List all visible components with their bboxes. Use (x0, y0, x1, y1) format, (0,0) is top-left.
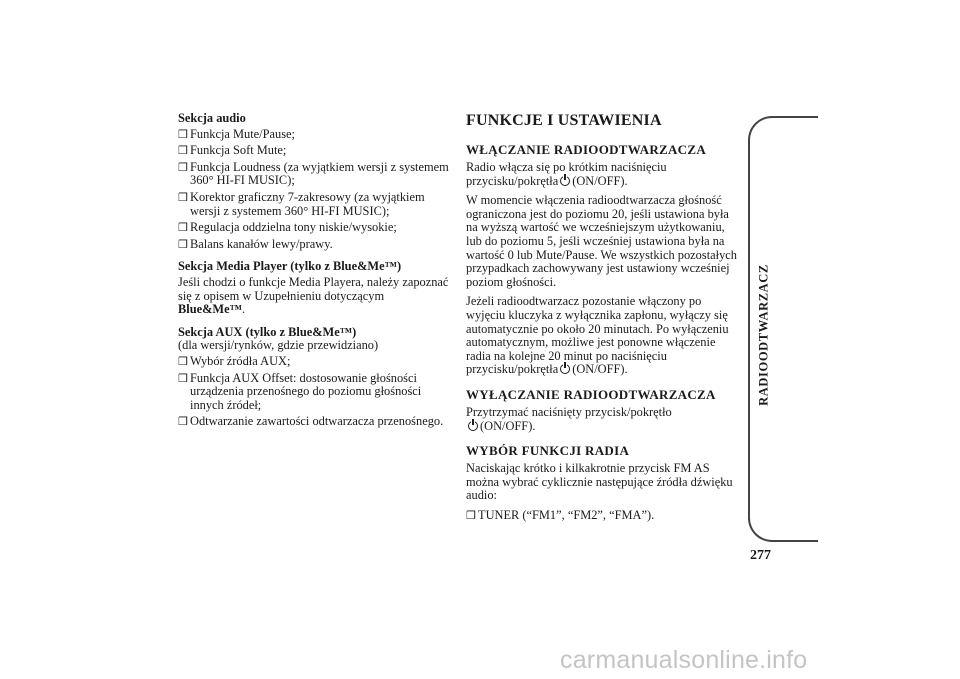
watermark: carmanualsonline.info (560, 646, 808, 674)
checkbox-bullet-icon: ❒ (178, 222, 188, 235)
radio-function-paragraph: Naciskając krótko i kilkakrotnie przycisk FM AS można wybrać cyklicznie następujące źródła dźwięku audio: (466, 461, 733, 503)
aux-section-title: Sekcja AUX (tylko z Blue&Me™) (178, 324, 357, 339)
left-column (178, 112, 453, 432)
media-paragraph: Jeśli chodzi o funkcje Media Playera, należy zapoznać się z opisem w Uzupełnieniu dotyczącym Blue&Me™. (178, 274, 449, 317)
power-button-icon (560, 364, 570, 374)
audio-section-title: Sekcja audio (178, 111, 246, 125)
checkbox-bullet-icon: ❒ (178, 238, 188, 251)
checkbox-bullet-icon: ❒ (178, 372, 188, 385)
radio-function-title: WYBÓR FUNKCJI RADIA (466, 443, 630, 459)
section-main-title: FUNKCJE I USTAWIENIA (466, 112, 662, 129)
power-on-paragraph-1: Radio włącza się po krótkim naciśnięciu przycisku/pokrętła (ON/OFF). (466, 160, 667, 188)
list-item: ❒ Funkcja Loudness (za wyjątkiem wersji z systemem 360° HI-FI MUSIC); (178, 159, 449, 188)
checkbox-bullet-icon: ❒ (178, 355, 188, 368)
power-off-title: WYŁĄCZANIE RADIOODTWARZACZA (466, 386, 716, 402)
checkbox-bullet-icon: ❒ (178, 145, 188, 158)
checkbox-bullet-icon: ❒ (178, 161, 188, 174)
list-item: ❒ Wybór źródła AUX; (178, 353, 291, 368)
power-on-paragraph-3: Jeżeli radioodtwarzacz pozostanie włączony po wyjęciu kluczyka z wyłącznika zapłonu, wyłączy się automatycznie po około 20 minutach. Po wyłączeniu automatycznym, możliwe jest ponowne włączenie radia na kolejne 20 minut po naciśnięciu przycisku/pokrętła (ON/OFF). (466, 294, 729, 377)
list-item: ❒ Funkcja Mute/Pause; (178, 126, 295, 141)
checkbox-bullet-icon: ❒ (178, 416, 188, 429)
power-on-paragraph-2: W momencie włączenia radioodtwarzacza głośność ograniczona jest do poziomu 20, jeśli ustawiona była na wyższą wartość we wcześniejszym użytkowaniu, lub do poziomu 5, jeśli wcześniej ustawiona była na wartość 0 lub Mute/Pause. We wszystkich pozostałych przypadkach zachowywany jest ustawiony wcześniej poziom głośności. (466, 193, 737, 289)
list-item: ❒ Odtwarzanie zawartości odtwarzacza przenośnego. (178, 414, 444, 429)
power-button-icon (468, 421, 478, 431)
checkbox-bullet-icon: ❒ (178, 128, 188, 141)
list-item: ❒ Funkcja AUX Offset: dostosowanie głośności urządzenia przenośnego do poziomu głośności innych źródeł; (178, 370, 422, 412)
chapter-label: RADIOODTWARZACZ (756, 264, 771, 406)
power-on-title: WŁĄCZANIE RADIOODTWARZACZA (466, 142, 707, 157)
page-number: 277 (750, 548, 771, 563)
list-item: ❒ Balans kanałów lewy/prawy. (178, 236, 333, 251)
aux-list (178, 355, 453, 429)
power-button-icon (560, 176, 570, 186)
list-item: ❒ Korektor graficzny 7-zakresowy (za wyjątkiem wersji z systemem 360° HI-FI MUSIC); (178, 189, 425, 218)
list-item: ❒ TUNER (“FM1”, “FM2”, “FMA”). (466, 507, 655, 522)
aux-subtitle: (dla wersji/rynków, gdzie przewidziano) (178, 338, 379, 353)
power-off-paragraph: Przytrzymać naciśnięty przycisk/pokrętło (ON/OFF). (466, 404, 672, 433)
checkbox-bullet-icon: ❒ (466, 509, 476, 522)
list-item: ❒ Regulacja oddzielna tony niskie/wysokie; (178, 220, 397, 235)
media-section-title: Sekcja Media Player (tylko z Blue&Me™) (178, 259, 402, 274)
audio-list (178, 128, 453, 252)
blueandme-term: Blue&Me™ (178, 302, 243, 317)
right-column (466, 112, 741, 525)
list-item: ❒ Funkcja Soft Mute; (178, 143, 287, 158)
checkbox-bullet-icon: ❒ (178, 191, 188, 204)
